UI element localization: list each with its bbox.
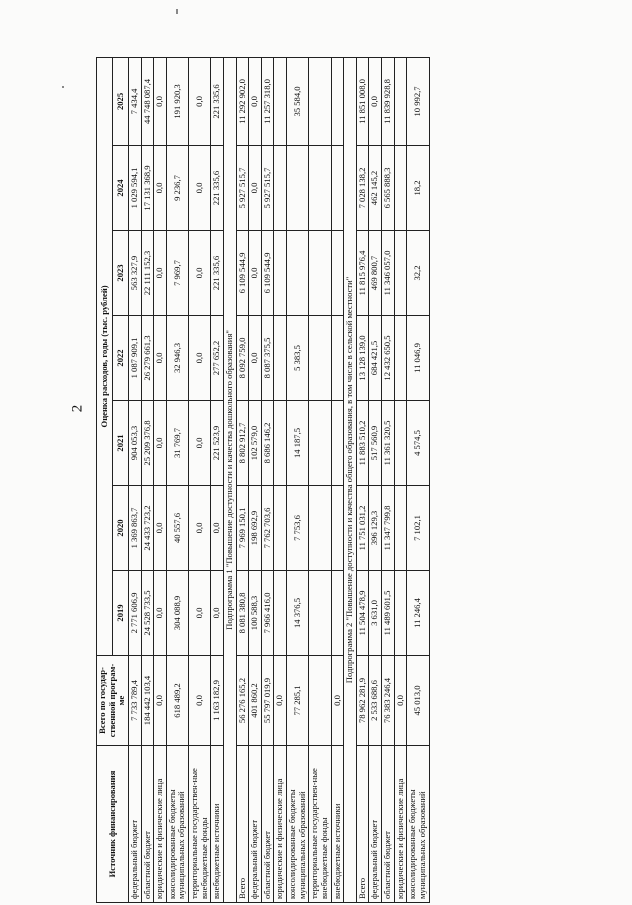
year-value-cell: 221 335,6: [211, 231, 224, 316]
year-value-cell: 7 762 703,6: [261, 486, 274, 571]
year-value-cell: 13 128 139,0: [356, 316, 369, 401]
year-value-cell: 0,0: [154, 571, 167, 656]
year-value-cell: 191 920,3: [166, 57, 188, 145]
total-cell: 618 489,2: [166, 656, 188, 746]
year-value-cell: [331, 486, 344, 571]
year-value-cell: [274, 316, 287, 401]
year-value-cell: 11 046,9: [407, 316, 429, 401]
source-cell: консолидированные бюджеты муниципальных образований: [407, 746, 429, 903]
year-value-cell: 5 383,5: [287, 316, 309, 401]
source-cell: Всего: [236, 746, 249, 903]
header-year: 2020: [112, 486, 128, 571]
table-row: [166, 57, 188, 902]
year-value-cell: 100 588,3: [249, 571, 262, 656]
year-value-cell: 5 927 515,7: [261, 146, 274, 231]
table-row: [331, 57, 344, 902]
table-row: [128, 57, 141, 902]
year-value-cell: 221 523,9: [211, 401, 224, 486]
year-value-cell: [274, 231, 287, 316]
source-cell: юридические и физические лица: [394, 746, 407, 903]
year-value-cell: 24 528 733,5: [141, 571, 154, 656]
scan-speck: [176, 9, 178, 14]
header-year: 2021: [112, 401, 128, 486]
year-value-cell: [331, 316, 344, 401]
year-value-cell: 18,2: [407, 146, 429, 231]
total-cell: 45 013,0: [407, 656, 429, 746]
header-source: Источник финансирования: [97, 746, 129, 903]
table-row: [356, 57, 369, 902]
year-value-cell: 11 883 510,2: [356, 401, 369, 486]
year-value-cell: 0,0: [154, 316, 167, 401]
source-cell: федеральный бюджет: [249, 746, 262, 903]
year-value-cell: 8 802 912,7: [236, 401, 249, 486]
total-cell: 78 962 281,9: [356, 656, 369, 746]
year-value-cell: 0,0: [189, 486, 211, 571]
year-value-cell: 0,0: [154, 146, 167, 231]
total-cell: 0,0: [331, 656, 344, 746]
scan-speck: [62, 86, 64, 88]
year-value-cell: [331, 401, 344, 486]
year-value-cell: 6 565 888,3: [382, 146, 395, 231]
year-value-cell: 26 279 661,3: [141, 316, 154, 401]
year-value-cell: [274, 57, 287, 145]
year-value-cell: 8 092 759,0: [236, 316, 249, 401]
year-value-cell: [331, 231, 344, 316]
year-value-cell: 102 579,0: [249, 401, 262, 486]
year-value-cell: 304 088,9: [166, 571, 188, 656]
year-value-cell: [309, 571, 331, 656]
year-value-cell: 2 771 606,9: [128, 571, 141, 656]
page-number: 2: [69, 404, 86, 413]
year-value-cell: 11 292 902,0: [236, 57, 249, 145]
year-value-cell: 31 769,7: [166, 401, 188, 486]
year-value-cell: 7 969,7: [166, 231, 188, 316]
year-value-cell: 7 966 416,0: [261, 571, 274, 656]
year-value-cell: 11 839 928,8: [382, 57, 395, 145]
year-value-cell: 32 946,3: [166, 316, 188, 401]
year-value-cell: 0,0: [189, 571, 211, 656]
year-value-cell: 0,0: [249, 57, 262, 145]
year-value-cell: 0,0: [249, 316, 262, 401]
year-value-cell: 25 209 376,8: [141, 401, 154, 486]
year-value-cell: 221 335,6: [211, 146, 224, 231]
year-value-cell: 11 751 031,2: [356, 486, 369, 571]
year-value-cell: 8 081 380,8: [236, 571, 249, 656]
year-value-cell: 14 187,5: [287, 401, 309, 486]
year-value-cell: 7 969 150,1: [236, 486, 249, 571]
year-value-cell: 0,0: [249, 231, 262, 316]
header-year: 2024: [112, 146, 128, 231]
year-value-cell: [274, 571, 287, 656]
year-value-cell: 221 335,6: [211, 57, 224, 145]
year-value-cell: [331, 146, 344, 231]
total-cell: 77 285,1: [287, 656, 309, 746]
year-value-cell: 10 992,7: [407, 57, 429, 145]
year-value-cell: 7 102,1: [407, 486, 429, 571]
total-cell: 55 797 019,9: [261, 656, 274, 746]
year-value-cell: 11 246,4: [407, 571, 429, 656]
year-value-cell: 17 131 368,9: [141, 146, 154, 231]
year-value-cell: 1 087 909,1: [128, 316, 141, 401]
year-value-cell: 3 631,0: [369, 571, 382, 656]
total-cell: 1 163 182,9: [211, 656, 224, 746]
year-value-cell: [394, 316, 407, 401]
subprogram-title: Подпрограмма 1 "Повышение доступности и качества дошкольного образования": [223, 57, 236, 902]
header-year: 2023: [112, 231, 128, 316]
source-cell: территориальные государствен-ные внебюджетные фонды: [189, 746, 211, 903]
year-value-cell: 35 584,0: [287, 57, 309, 145]
year-value-cell: 904 053,3: [128, 401, 141, 486]
header-total: Всего по государ-ственной програм-ме: [97, 656, 129, 746]
year-value-cell: 7 434,4: [128, 57, 141, 145]
header-year: 2019: [112, 571, 128, 656]
financing-table: [96, 57, 430, 903]
year-value-cell: 396 129,3: [369, 486, 382, 571]
source-cell: федеральный бюджет: [128, 746, 141, 903]
year-value-cell: 5 927 515,7: [236, 146, 249, 231]
year-value-cell: 563 327,9: [128, 231, 141, 316]
total-cell: 401 860,2: [249, 656, 262, 746]
year-value-cell: 0,0: [154, 401, 167, 486]
source-cell: Всего: [356, 746, 369, 903]
table-row: [189, 57, 211, 902]
table-header: [97, 57, 129, 902]
total-cell: 2 533 688,6: [369, 656, 382, 746]
source-cell: юридические и физические лица: [154, 746, 167, 903]
total-cell: 76 383 246,4: [382, 656, 395, 746]
year-value-cell: 0,0: [211, 486, 224, 571]
total-cell: 0,0: [154, 656, 167, 746]
year-value-cell: 40 557,6: [166, 486, 188, 571]
source-cell: консолидированные бюджеты муниципальных образований: [287, 746, 309, 903]
year-value-cell: 198 692,9: [249, 486, 262, 571]
year-value-cell: 4 574,5: [407, 401, 429, 486]
year-value-cell: [331, 571, 344, 656]
year-value-cell: 1 369 863,7: [128, 486, 141, 571]
table-row: [382, 57, 395, 902]
rotated-table: [96, 58, 526, 903]
year-value-cell: 22 111 152,3: [141, 231, 154, 316]
year-value-cell: [394, 401, 407, 486]
year-value-cell: 0,0: [369, 57, 382, 145]
year-value-cell: 6 109 544,9: [261, 231, 274, 316]
year-value-cell: 8 686 146,2: [261, 401, 274, 486]
year-value-cell: 0,0: [189, 401, 211, 486]
header-year: 2025: [112, 57, 128, 145]
year-value-cell: [309, 57, 331, 145]
year-value-cell: 517 560,9: [369, 401, 382, 486]
year-value-cell: [394, 146, 407, 231]
year-value-cell: 32,2: [407, 231, 429, 316]
table-row: [249, 57, 262, 902]
year-value-cell: [394, 571, 407, 656]
year-value-cell: 11 489 601,5: [382, 571, 395, 656]
year-value-cell: [394, 57, 407, 145]
year-value-cell: 0,0: [154, 57, 167, 145]
total-cell: 7 733 789,4: [128, 656, 141, 746]
table-row: [309, 57, 331, 902]
year-value-cell: [309, 146, 331, 231]
table-row: [261, 57, 274, 902]
header-estimate: Оценка расходов, годы (тыс. рублей): [97, 57, 113, 655]
table-row: [287, 57, 309, 902]
table-row: [236, 57, 249, 902]
year-value-cell: 44 748 087,4: [141, 57, 154, 145]
year-value-cell: 11 257 318,0: [261, 57, 274, 145]
table-row: [141, 57, 154, 902]
table-row: [154, 57, 167, 902]
subprogram-row: [223, 57, 236, 902]
year-value-cell: 8 087 375,5: [261, 316, 274, 401]
year-value-cell: 11 346 057,0: [382, 231, 395, 316]
year-value-cell: [394, 486, 407, 571]
rotated-table-wrapper: [96, 58, 526, 903]
source-cell: областной бюджет: [141, 746, 154, 903]
year-value-cell: 12 432 650,5: [382, 316, 395, 401]
total-cell: 184 442 103,4: [141, 656, 154, 746]
table-row: [369, 57, 382, 902]
year-value-cell: [287, 231, 309, 316]
year-value-cell: 7 028 138,2: [356, 146, 369, 231]
year-value-cell: 0,0: [189, 146, 211, 231]
year-value-cell: [274, 146, 287, 231]
year-value-cell: 469 800,7: [369, 231, 382, 316]
total-cell: [309, 656, 331, 746]
year-value-cell: 24 433 723,2: [141, 486, 154, 571]
year-value-cell: 14 376,5: [287, 571, 309, 656]
year-value-cell: 684 421,5: [369, 316, 382, 401]
subprogram-title: Подпрограмма 2 "Повышение доступности и качества общего образования, в том числе в сельской местности": [344, 57, 357, 902]
source-cell: федеральный бюджет: [369, 746, 382, 903]
source-cell: территориальные государствен-ные внебюджетные фонды: [309, 746, 331, 903]
year-value-cell: 9 236,7: [166, 146, 188, 231]
header-year: 2022: [112, 316, 128, 401]
total-cell: 0,0: [274, 656, 287, 746]
source-cell: внебюджетные источники: [211, 746, 224, 903]
year-value-cell: [309, 316, 331, 401]
year-value-cell: [287, 146, 309, 231]
source-cell: областной бюджет: [261, 746, 274, 903]
year-value-cell: 0,0: [189, 231, 211, 316]
year-value-cell: 1 029 594,1: [128, 146, 141, 231]
table-row: [394, 57, 407, 902]
source-cell: консолидированные бюджеты муниципальных образований: [166, 746, 188, 903]
table-row: [274, 57, 287, 902]
year-value-cell: 0,0: [211, 571, 224, 656]
total-cell: 0,0: [394, 656, 407, 746]
year-value-cell: 277 652,2: [211, 316, 224, 401]
year-value-cell: 7 753,6: [287, 486, 309, 571]
year-value-cell: 0,0: [189, 57, 211, 145]
year-value-cell: 6 109 544,9: [236, 231, 249, 316]
subprogram-row: [344, 57, 357, 902]
source-cell: внебюджетные источники: [331, 746, 344, 903]
year-value-cell: 11 815 976,4: [356, 231, 369, 316]
total-cell: 56 276 165,2: [236, 656, 249, 746]
year-value-cell: 0,0: [154, 486, 167, 571]
year-value-cell: 462 145,2: [369, 146, 382, 231]
source-cell: областной бюджет: [382, 746, 395, 903]
total-cell: 0,0: [189, 656, 211, 746]
table-body: [128, 57, 429, 902]
year-value-cell: 0,0: [249, 146, 262, 231]
source-cell: юридические и физические лица: [274, 746, 287, 903]
year-value-cell: [274, 401, 287, 486]
year-value-cell: 11 504 478,9: [356, 571, 369, 656]
year-value-cell: [331, 57, 344, 145]
year-value-cell: [309, 401, 331, 486]
year-value-cell: 11 851 008,0: [356, 57, 369, 145]
year-value-cell: 11 347 799,8: [382, 486, 395, 571]
year-value-cell: [309, 231, 331, 316]
table-row: [211, 57, 224, 902]
year-value-cell: [309, 486, 331, 571]
year-value-cell: [394, 231, 407, 316]
table-row: [407, 57, 429, 902]
year-value-cell: 0,0: [189, 316, 211, 401]
year-value-cell: 11 361 320,5: [382, 401, 395, 486]
year-value-cell: [274, 486, 287, 571]
year-value-cell: 0,0: [154, 231, 167, 316]
